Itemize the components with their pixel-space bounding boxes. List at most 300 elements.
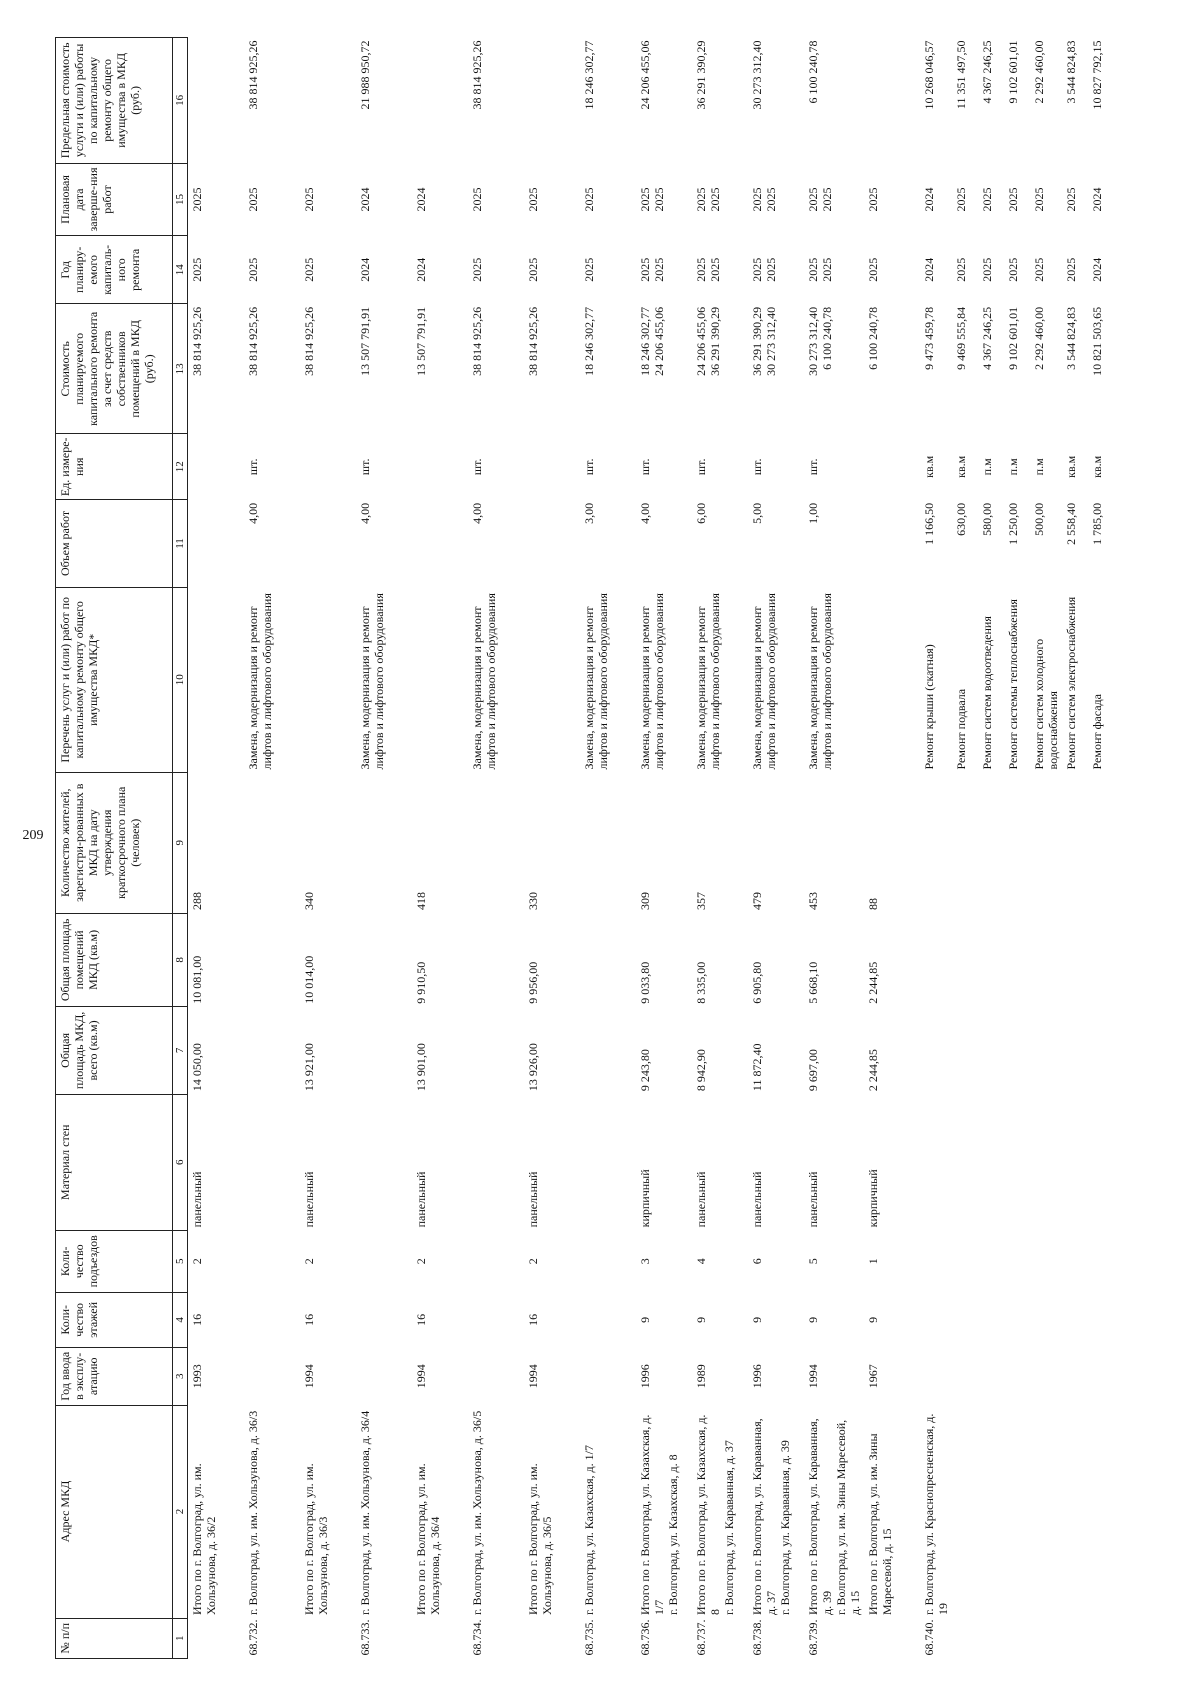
header-address: Адрес МКД — [56, 1405, 173, 1618]
cell-entrances: 4 — [694, 1258, 708, 1265]
cell-works-list: Замена, модернизация и ремонт лифтов и лифтового оборудования — [470, 593, 498, 770]
table-row — [1088, 38, 1114, 1659]
cell-unit: кв.м — [1090, 455, 1104, 478]
cell-unit: шт. — [694, 458, 708, 476]
cell-total-area — [580, 1007, 636, 1094]
header-premises-area: Общая площадь помещений МКД (кв.м) — [56, 913, 173, 1007]
cell-planned-cost: 38 814 925,26 — [246, 306, 260, 376]
cell-premises-area: 9 033,80 — [638, 961, 652, 1004]
column-number: 3 — [173, 1348, 188, 1406]
header-planned-cost: Стоимость планируемого капитального ремонта за счет средств собственников помещений в МКД (руб.) — [56, 304, 173, 434]
cell-unit: кв.м — [1064, 455, 1078, 478]
column-number: 11 — [173, 500, 188, 587]
cell-premises-area — [978, 913, 1004, 1007]
cell-total-area: 8 942,90 — [694, 1049, 708, 1092]
cell-floors: 16 — [526, 1313, 540, 1326]
cell-residents — [1030, 772, 1062, 913]
cell-floors — [978, 1292, 1004, 1347]
cell-wall-material — [468, 1094, 524, 1230]
cell-works-list: Замена, модернизация и ремонт лифтов и лифтового оборудования — [694, 593, 722, 770]
column-number-row — [173, 38, 188, 1659]
cell-planned-cost: 36 291 390,29 30 273 312,40 — [750, 306, 778, 376]
cell-floors — [356, 1292, 412, 1347]
cell-max-cost: 10 268 046,57 — [922, 40, 936, 110]
cell-works-list: Замена, модернизация и ремонт лифтов и лифтового оборудования — [750, 593, 778, 770]
cell-max-cost: 10 827 792,15 — [1090, 40, 1104, 110]
cell-total-area: 9 243,80 — [638, 1049, 652, 1092]
cell-address: г. Волгоград, ул. им. Хользунова, д. 36/3 — [246, 1410, 260, 1616]
cell-floors: 9 — [866, 1316, 880, 1323]
cell-wall-material: панельный — [806, 1171, 820, 1228]
cell-entrances — [1062, 1230, 1088, 1292]
cell-floors: 16 — [190, 1313, 204, 1326]
cell-premises-area — [244, 913, 300, 1007]
cell-works-list: Ремонт системы теплоснабжения — [1006, 599, 1020, 770]
cell-row-number — [1004, 1618, 1030, 1658]
cell-row-number — [864, 1618, 920, 1658]
cell-completion-date: 2025 — [1006, 187, 1020, 212]
cell-max-cost: 6 100 240,78 — [806, 40, 820, 104]
cell-address — [952, 1405, 978, 1618]
cell-premises-area — [1030, 913, 1062, 1007]
cell-planned-cost: 30 273 312,40 6 100 240,78 — [806, 306, 834, 376]
cell-completion-date: 2024 — [414, 187, 428, 212]
cell-address: Итого по г. Волгоград, ул. Караванная, д. 37 г. Волгоград, ул. Караванная, д. 39 — [750, 1418, 792, 1616]
cell-entrances: 2 — [526, 1258, 540, 1265]
cell-unit: кв.м — [954, 455, 968, 478]
cell-completion-date: 2025 2025 — [638, 187, 666, 212]
cell-repair-year: 2024 — [414, 257, 428, 282]
cell-address — [1062, 1405, 1088, 1618]
cell-planned-cost: 4 367 246,25 — [980, 306, 994, 370]
header-max-cost: Предельная стоимость услуги и (или) работы по капитальному ремонту общего имущества в МКД (руб.) — [56, 38, 173, 164]
cell-total-area — [1004, 1007, 1030, 1094]
cell-max-cost — [188, 38, 245, 164]
cell-residents: 357 — [694, 892, 708, 911]
cell-row-number: 68.733. — [358, 1619, 372, 1656]
cell-work-volume: 4,00 — [246, 502, 260, 524]
cell-unit — [300, 434, 356, 500]
cell-total-area — [468, 1007, 524, 1094]
cell-planned-cost: 3 544 824,83 — [1064, 306, 1078, 370]
cell-address: Итого по г. Волгоград, ул. им. Хользунова, д. 36/2 — [190, 1463, 218, 1616]
cell-entrances — [468, 1230, 524, 1292]
cell-repair-year: 2025 — [582, 257, 596, 282]
rotated-table-container — [55, 37, 1183, 1659]
cell-entrances — [978, 1230, 1004, 1292]
cell-residents: 330 — [526, 892, 540, 911]
cell-residents: 418 — [414, 892, 428, 911]
cell-residents: 288 — [190, 892, 204, 911]
cell-row-number — [1088, 1618, 1114, 1658]
cell-planned-cost: 2 292 460,00 — [1032, 306, 1046, 370]
cell-row-number — [524, 1618, 580, 1658]
cell-works-list — [188, 587, 245, 772]
table-row — [300, 38, 356, 1659]
cell-row-number: 68.734. — [470, 1619, 484, 1656]
cell-entrances: 1 — [866, 1258, 880, 1265]
column-number: 12 — [173, 434, 188, 500]
table-row — [188, 38, 245, 1659]
cell-work-volume: 4,00 — [638, 502, 652, 524]
cell-works-list — [412, 587, 468, 772]
cell-planned-cost: 38 814 925,26 — [190, 306, 204, 376]
cell-planned-cost: 24 206 455,06 36 291 390,29 — [694, 306, 722, 376]
cell-year-built — [580, 1348, 636, 1406]
cell-work-volume: 580,00 — [980, 502, 994, 536]
cell-row-number: 68.735. — [582, 1619, 596, 1656]
cell-works-list: Замена, модернизация и ремонт лифтов и лифтового оборудования — [582, 593, 610, 770]
column-number: 16 — [173, 38, 188, 164]
cell-unit: шт. — [246, 458, 260, 476]
column-number: 9 — [173, 772, 188, 913]
cell-work-volume: 500,00 — [1032, 502, 1046, 536]
cell-works-list: Замена, модернизация и ремонт лифтов и лифтового оборудования — [246, 593, 274, 770]
cell-entrances — [580, 1230, 636, 1292]
cell-year-built — [244, 1348, 300, 1406]
cell-wall-material: кирпичный — [638, 1169, 652, 1228]
cell-year-built — [978, 1348, 1004, 1406]
cell-max-cost — [864, 38, 920, 164]
cell-planned-cost: 6 100 240,78 — [866, 306, 880, 370]
cell-completion-date: 2025 2025 — [750, 187, 778, 212]
cell-max-cost — [412, 38, 468, 164]
header-work-volume: Объем работ — [56, 500, 173, 587]
cell-row-number: 68.740. — [922, 1619, 936, 1656]
cell-works-list: Ремонт крыши (скатная) — [922, 644, 936, 770]
cell-planned-cost: 13 507 791,91 — [358, 306, 372, 376]
cell-premises-area: 2 244,85 — [866, 961, 880, 1004]
cell-unit: шт. — [806, 458, 820, 476]
table-row — [356, 38, 412, 1659]
cell-max-cost: 24 206 455,06 — [638, 40, 652, 110]
cell-planned-cost: 38 814 925,26 — [470, 306, 484, 376]
cell-work-volume: 3,00 — [582, 502, 596, 524]
cell-floors: 9 — [750, 1316, 764, 1323]
cell-total-area — [978, 1007, 1004, 1094]
cell-floors: 9 — [806, 1316, 820, 1323]
header-total-area: Общая площадь МКД, всего (кв.м) — [56, 1007, 173, 1094]
cell-max-cost — [524, 38, 580, 164]
table-row — [978, 38, 1004, 1659]
cell-year-built — [468, 1348, 524, 1406]
page-number: 209 — [22, 828, 44, 843]
cell-repair-year: 2025 — [1006, 257, 1020, 282]
cell-completion-date: 2025 — [980, 187, 994, 212]
header-row — [56, 38, 173, 1659]
cell-premises-area: 9 956,00 — [526, 961, 540, 1004]
cell-wall-material: кирпичный — [866, 1169, 880, 1228]
header-entrances: Коли-чество подъездов — [56, 1230, 173, 1292]
cell-entrances — [1088, 1230, 1114, 1292]
cell-wall-material — [978, 1094, 1004, 1230]
cell-max-cost: 18 246 302,77 — [582, 40, 596, 110]
cell-work-volume: 6,00 — [694, 502, 708, 524]
cell-address: Итого по г. Волгоград, ул. Казахская, д. 8 г. Волгоград, ул. Караванная, д. 37 — [694, 1414, 736, 1616]
cell-wall-material: панельный — [414, 1171, 428, 1228]
cell-address: г. Волгоград, ул. Казахская, д. 1/7 — [582, 1445, 596, 1616]
cell-total-area — [356, 1007, 412, 1094]
cell-address: г. Волгоград, ул. им. Хользунова, д. 36/5 — [470, 1410, 484, 1616]
cell-work-volume — [524, 500, 580, 587]
cell-completion-date: 2025 — [866, 187, 880, 212]
cell-premises-area — [1062, 913, 1088, 1007]
cell-wall-material — [952, 1094, 978, 1230]
cell-max-cost: 4 367 246,25 — [980, 40, 994, 104]
cell-address — [1088, 1405, 1114, 1618]
cell-repair-year: 2025 — [866, 257, 880, 282]
cell-wall-material — [244, 1094, 300, 1230]
cell-entrances — [1030, 1230, 1062, 1292]
cell-floors — [1004, 1292, 1030, 1347]
cell-unit: шт. — [470, 458, 484, 476]
cell-unit: шт. — [638, 458, 652, 476]
cell-premises-area — [468, 913, 524, 1007]
cell-floors — [468, 1292, 524, 1347]
cell-repair-year: 2024 — [358, 257, 372, 282]
cell-address: г. Волгоград, ул. им. Хользунова, д. 36/4 — [358, 1410, 372, 1616]
cell-row-number: 68.732. — [246, 1619, 260, 1656]
cell-total-area — [244, 1007, 300, 1094]
cell-repair-year: 2025 — [1032, 257, 1046, 282]
cell-entrances — [920, 1230, 952, 1292]
cell-work-volume: 4,00 — [470, 502, 484, 524]
cell-works-list — [524, 587, 580, 772]
cell-year-built — [1062, 1348, 1088, 1406]
table-row — [580, 38, 636, 1659]
cell-repair-year: 2025 — [246, 257, 260, 282]
cell-unit — [188, 434, 245, 500]
cell-completion-date: 2025 — [190, 187, 204, 212]
cell-row-number — [300, 1618, 356, 1658]
cell-wall-material — [1030, 1094, 1062, 1230]
header-repair-year: Год планиру-емого капиталь-ного ремонта — [56, 236, 173, 304]
cell-row-number — [1062, 1618, 1088, 1658]
cell-residents — [1062, 772, 1088, 913]
cell-unit — [524, 434, 580, 500]
cell-repair-year: 2025 2025 — [750, 257, 778, 282]
cell-works-list: Ремонт систем водоотведения — [980, 616, 994, 770]
cell-work-volume: 1,00 — [806, 502, 820, 524]
header-works-list: Перечень услуг и (или) работ по капитальному ремонту общего имущества МКД* — [56, 587, 173, 772]
cell-completion-date: 2024 — [1090, 187, 1104, 212]
cell-wall-material — [1062, 1094, 1088, 1230]
cell-premises-area: 5 668,10 — [806, 961, 820, 1004]
column-number: 6 — [173, 1094, 188, 1230]
cell-year-built: 1967 — [866, 1364, 880, 1389]
table-body — [188, 38, 1115, 1659]
cell-max-cost: 21 988 950,72 — [358, 40, 372, 110]
cell-year-built — [920, 1348, 952, 1406]
cell-max-cost: 30 273 312,40 — [750, 40, 764, 110]
cell-row-number: 68.736. — [638, 1619, 652, 1656]
cell-max-cost: 11 351 497,50 — [954, 40, 968, 110]
table-row — [692, 38, 748, 1659]
cell-year-built — [1088, 1348, 1114, 1406]
cell-works-list: Ремонт подвала — [954, 688, 968, 770]
table-row — [952, 38, 978, 1659]
cell-entrances: 6 — [750, 1258, 764, 1265]
cell-wall-material — [920, 1094, 952, 1230]
cell-entrances — [952, 1230, 978, 1292]
cell-unit: п.м — [1006, 458, 1020, 476]
cell-work-volume: 1 250,00 — [1006, 502, 1020, 545]
cell-premises-area: 10 081,00 — [190, 955, 204, 1004]
cell-completion-date: 2025 — [526, 187, 540, 212]
cell-year-built — [356, 1348, 412, 1406]
column-number: 10 — [173, 587, 188, 772]
cell-work-volume: 630,00 — [954, 502, 968, 536]
cell-planned-cost: 38 814 925,26 — [302, 306, 316, 376]
cell-row-number: 68.739. — [806, 1619, 820, 1656]
cell-max-cost: 38 814 925,26 — [246, 40, 260, 110]
cell-completion-date: 2024 — [358, 187, 372, 212]
cell-completion-date: 2025 — [1032, 187, 1046, 212]
header-year-built: Год ввода в эксплу-атацию — [56, 1348, 173, 1406]
cell-premises-area — [952, 913, 978, 1007]
cell-repair-year: 2024 — [922, 257, 936, 282]
cell-total-area: 13 926,00 — [526, 1043, 540, 1092]
cell-year-built: 1994 — [414, 1364, 428, 1389]
cell-row-number: 68.738. — [750, 1619, 764, 1656]
cell-works-list: Ремонт систем электроснабжения — [1064, 596, 1078, 770]
table-row — [1062, 38, 1088, 1659]
cell-year-built — [1004, 1348, 1030, 1406]
cell-max-cost: 3 544 824,83 — [1064, 40, 1078, 104]
cell-entrances — [244, 1230, 300, 1292]
cell-repair-year: 2025 2025 — [806, 257, 834, 282]
cell-year-built: 1993 — [190, 1364, 204, 1389]
cell-wall-material — [1004, 1094, 1030, 1230]
cell-completion-date: 2025 — [954, 187, 968, 212]
header-completion-date: Плановая дата заверше-ния работ — [56, 163, 173, 235]
table-row — [864, 38, 920, 1659]
column-number: 15 — [173, 163, 188, 235]
cell-year-built — [1030, 1348, 1062, 1406]
cell-work-volume: 2 558,40 — [1064, 502, 1078, 545]
cell-wall-material — [580, 1094, 636, 1230]
cell-total-area: 13 921,00 — [302, 1043, 316, 1092]
cell-planned-cost: 9 102 601,01 — [1006, 306, 1020, 370]
cell-residents — [468, 772, 524, 913]
table-row — [468, 38, 524, 1659]
cell-work-volume — [300, 500, 356, 587]
cell-wall-material: панельный — [694, 1171, 708, 1228]
cell-max-cost: 2 292 460,00 — [1032, 40, 1046, 104]
cell-planned-cost: 10 821 503,65 — [1090, 306, 1104, 376]
cell-year-built: 1994 — [526, 1364, 540, 1389]
cell-row-number — [188, 1618, 245, 1658]
cell-row-number — [1030, 1618, 1062, 1658]
cell-completion-date: 2025 — [246, 187, 260, 212]
capital-repair-plan-table — [55, 37, 1114, 1659]
cell-max-cost: 36 291 390,29 — [694, 40, 708, 110]
table-row — [244, 38, 300, 1659]
cell-floors — [244, 1292, 300, 1347]
cell-repair-year: 2025 — [526, 257, 540, 282]
cell-entrances: 5 — [806, 1258, 820, 1265]
cell-repair-year: 2025 — [1064, 257, 1078, 282]
cell-unit: п.м — [1032, 458, 1046, 476]
cell-address — [1004, 1405, 1030, 1618]
cell-unit: кв.м — [922, 455, 936, 478]
cell-floors: 16 — [302, 1313, 316, 1326]
cell-year-built: 1994 — [806, 1364, 820, 1389]
cell-floors — [920, 1292, 952, 1347]
cell-max-cost: 38 814 925,26 — [470, 40, 484, 110]
cell-wall-material: панельный — [302, 1171, 316, 1228]
cell-work-volume: 5,00 — [750, 502, 764, 524]
column-number: 2 — [173, 1405, 188, 1618]
cell-unit — [412, 434, 468, 500]
cell-total-area — [1088, 1007, 1114, 1094]
cell-wall-material: панельный — [526, 1171, 540, 1228]
cell-total-area: 13 901,00 — [414, 1043, 428, 1092]
cell-year-built: 1994 — [302, 1364, 316, 1389]
cell-floors: 9 — [638, 1316, 652, 1323]
cell-year-built: 1996 — [638, 1364, 652, 1389]
cell-total-area: 9 697,00 — [806, 1049, 820, 1092]
cell-repair-year: 2025 — [954, 257, 968, 282]
cell-entrances — [356, 1230, 412, 1292]
cell-entrances: 2 — [414, 1258, 428, 1265]
cell-residents: 340 — [302, 892, 316, 911]
cell-unit: шт. — [750, 458, 764, 476]
cell-total-area: 11 872,40 — [750, 1043, 764, 1092]
cell-premises-area: 9 910,50 — [414, 961, 428, 1004]
cell-row-number — [952, 1618, 978, 1658]
cell-entrances — [1004, 1230, 1030, 1292]
cell-unit: п.м — [980, 458, 994, 476]
column-number: 5 — [173, 1230, 188, 1292]
cell-work-volume — [188, 500, 245, 587]
cell-total-area — [1030, 1007, 1062, 1094]
table-row — [748, 38, 804, 1659]
cell-year-built: 1989 — [694, 1364, 708, 1389]
table-row — [636, 38, 692, 1659]
cell-address: Итого по г. Волгоград, ул. Казахская, д. 1/7 г. Волгоград, ул. Казахская, д. 8 — [638, 1414, 680, 1616]
cell-row-number — [412, 1618, 468, 1658]
cell-completion-date: 2025 — [470, 187, 484, 212]
header-wall-material: Материал стен — [56, 1094, 173, 1230]
cell-premises-area — [1004, 913, 1030, 1007]
cell-year-built: 1996 — [750, 1364, 764, 1389]
cell-residents — [920, 772, 952, 913]
cell-work-volume — [864, 500, 920, 587]
cell-floors: 16 — [414, 1313, 428, 1326]
cell-works-list: Замена, модернизация и ремонт лифтов и лифтового оборудования — [638, 593, 666, 770]
cell-planned-cost: 18 246 302,77 — [582, 306, 596, 376]
cell-residents — [1004, 772, 1030, 913]
cell-completion-date: 2025 2025 — [694, 187, 722, 212]
cell-works-list — [300, 587, 356, 772]
cell-premises-area — [920, 913, 952, 1007]
cell-address: Итого по г. Волгоград, ул. им. Хользунова, д. 36/3 — [302, 1463, 330, 1616]
cell-residents — [244, 772, 300, 913]
cell-address: Итого по г. Волгоград, ул. им. Хользунова, д. 36/5 — [526, 1463, 554, 1616]
cell-floors — [1088, 1292, 1114, 1347]
cell-year-built — [952, 1348, 978, 1406]
cell-premises-area — [580, 913, 636, 1007]
cell-floors — [1030, 1292, 1062, 1347]
cell-repair-year: 2024 — [1090, 257, 1104, 282]
cell-repair-year: 2025 — [190, 257, 204, 282]
cell-premises-area — [1088, 913, 1114, 1007]
table-row — [920, 38, 952, 1659]
cell-works-list: Замена, модернизация и ремонт лифтов и лифтового оборудования — [358, 593, 386, 770]
cell-entrances: 2 — [190, 1258, 204, 1265]
cell-residents — [356, 772, 412, 913]
